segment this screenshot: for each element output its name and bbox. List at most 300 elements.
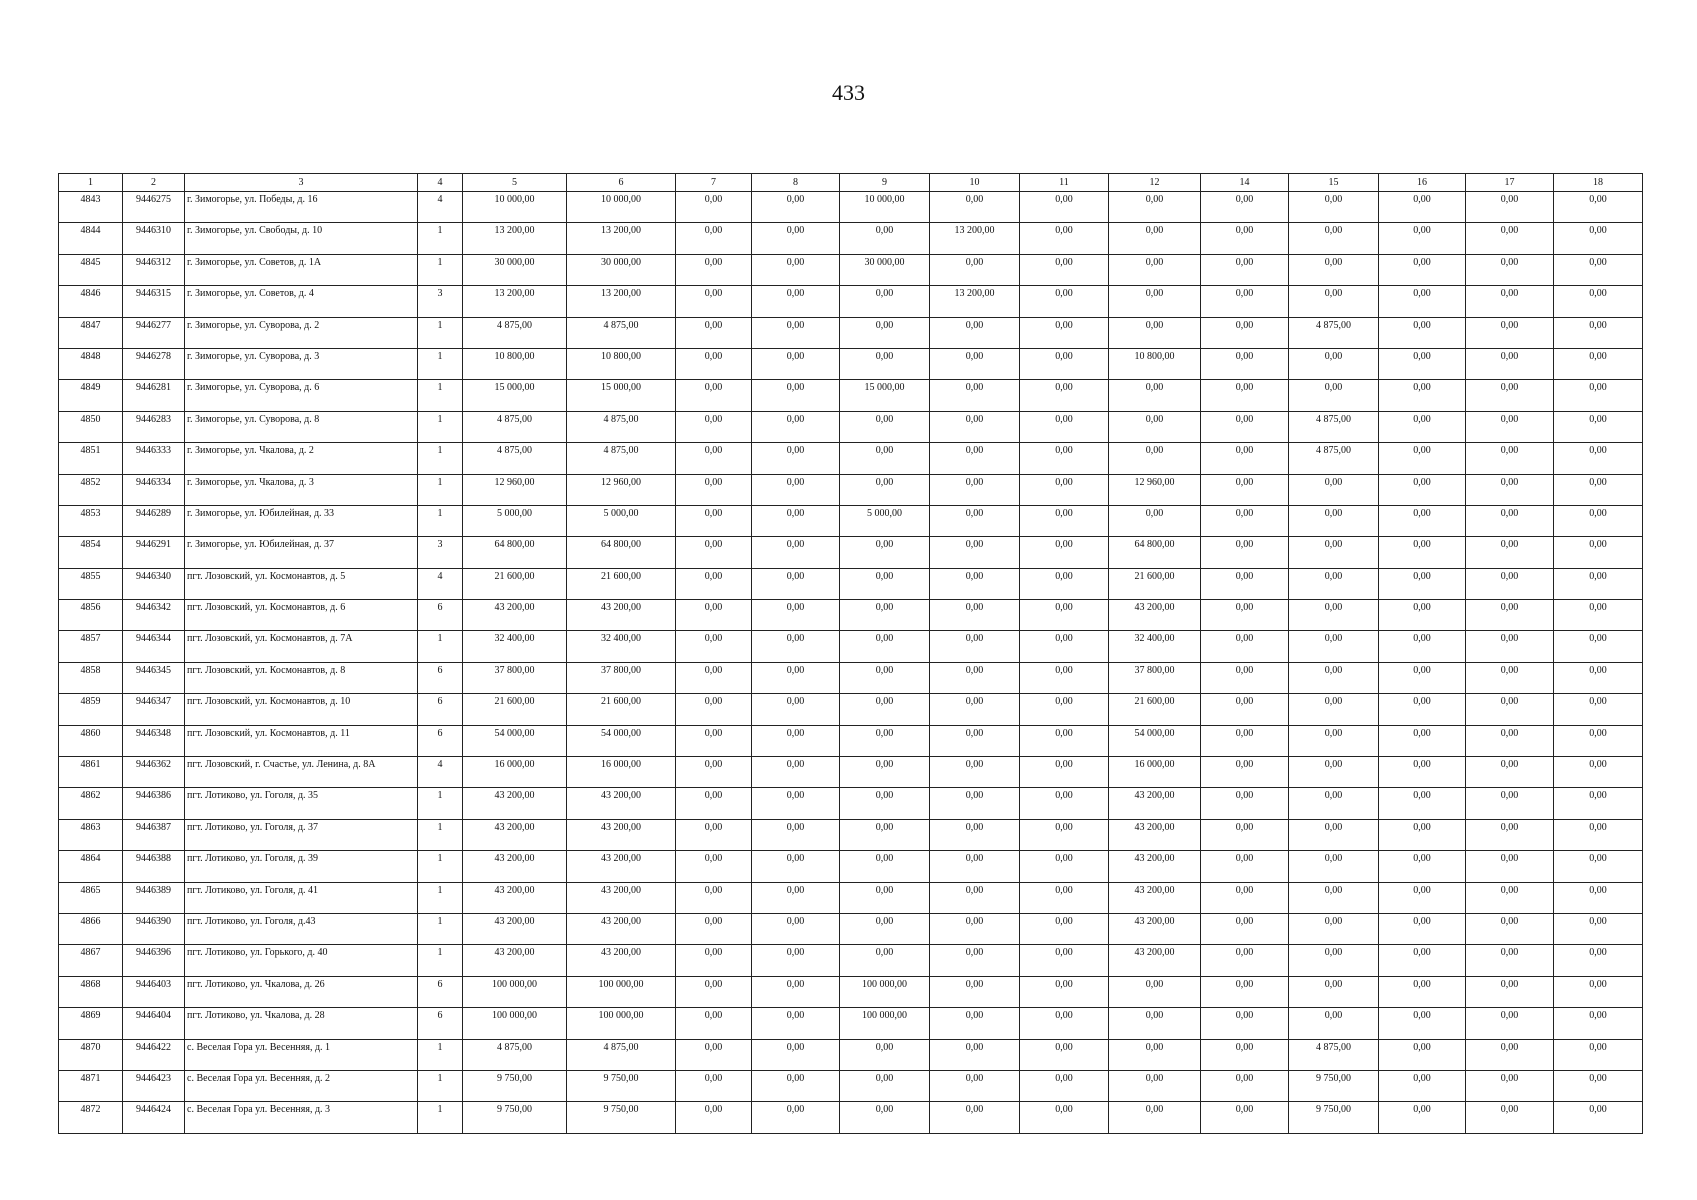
table-cell: 4844 xyxy=(59,223,123,254)
table-cell: 9446291 xyxy=(123,537,185,568)
table-cell: 0,00 xyxy=(840,317,930,348)
table-row xyxy=(59,694,1643,725)
table-cell: 0,00 xyxy=(676,286,752,317)
table-cell: 9446403 xyxy=(123,976,185,1007)
table-cell: 4 875,00 xyxy=(463,1039,567,1070)
address-cell: г. Зимогорье, ул. Суворова, д. 6 xyxy=(185,380,418,411)
table-cell: 0,00 xyxy=(676,631,752,662)
table-cell: 9 750,00 xyxy=(1289,1070,1379,1101)
table-cell: 4865 xyxy=(59,882,123,913)
table-cell: 0,00 xyxy=(1289,662,1379,693)
table-cell: 0,00 xyxy=(1379,1008,1466,1039)
table-cell: 0,00 xyxy=(1379,662,1466,693)
table-cell: 1 xyxy=(418,380,463,411)
table-cell: 0,00 xyxy=(1379,757,1466,788)
table-cell: 0,00 xyxy=(1466,1102,1554,1133)
table-row xyxy=(59,1070,1643,1101)
table-cell: 0,00 xyxy=(1379,694,1466,725)
table-cell: 0,00 xyxy=(1466,380,1554,411)
table-cell: 0,00 xyxy=(930,694,1020,725)
table-cell: 4 xyxy=(418,192,463,223)
table-cell: 0,00 xyxy=(840,411,930,442)
table-cell: 13 200,00 xyxy=(567,223,676,254)
table-cell: 0,00 xyxy=(752,286,840,317)
table-cell: 0,00 xyxy=(1466,474,1554,505)
table-cell: 9446386 xyxy=(123,788,185,819)
table-cell: 43 200,00 xyxy=(463,945,567,976)
table-cell: 0,00 xyxy=(1466,505,1554,536)
table-cell: 6 xyxy=(418,976,463,1007)
table-cell: 0,00 xyxy=(1109,223,1201,254)
table-cell: 12 960,00 xyxy=(463,474,567,505)
table-cell: 4867 xyxy=(59,945,123,976)
column-header: 17 xyxy=(1466,174,1554,192)
table-cell: 4 xyxy=(418,757,463,788)
table-cell: 9 750,00 xyxy=(463,1070,567,1101)
table-cell: 0,00 xyxy=(1379,1102,1466,1133)
table-cell: 4847 xyxy=(59,317,123,348)
table-cell: 9446422 xyxy=(123,1039,185,1070)
table-cell: 0,00 xyxy=(930,945,1020,976)
table-row xyxy=(59,976,1643,1007)
table-cell: 0,00 xyxy=(1466,1008,1554,1039)
table-cell: 0,00 xyxy=(1201,348,1289,379)
table-cell: 0,00 xyxy=(1020,662,1109,693)
table-cell: 0,00 xyxy=(1466,882,1554,913)
table-cell: 0,00 xyxy=(1020,348,1109,379)
table-cell: 0,00 xyxy=(1289,474,1379,505)
table-cell: 0,00 xyxy=(676,1102,752,1133)
table-cell: 1 xyxy=(418,223,463,254)
table-cell: 0,00 xyxy=(1201,254,1289,285)
table-cell: 0,00 xyxy=(1466,788,1554,819)
table-cell: 0,00 xyxy=(930,757,1020,788)
table-cell: 13 200,00 xyxy=(463,223,567,254)
table-row xyxy=(59,600,1643,631)
table-cell: 9446277 xyxy=(123,317,185,348)
table-cell: 0,00 xyxy=(930,1039,1020,1070)
table-cell: 1 xyxy=(418,945,463,976)
table-cell: 0,00 xyxy=(752,725,840,756)
table-cell: 0,00 xyxy=(840,788,930,819)
table-cell: 4 875,00 xyxy=(1289,411,1379,442)
table-cell: 0,00 xyxy=(930,788,1020,819)
table-cell: 0,00 xyxy=(1466,286,1554,317)
table-cell: 3 xyxy=(418,286,463,317)
table-cell: 0,00 xyxy=(840,1070,930,1101)
table-cell: 0,00 xyxy=(1201,600,1289,631)
table-cell: 54 000,00 xyxy=(567,725,676,756)
table-cell: 0,00 xyxy=(1201,662,1289,693)
table-header xyxy=(59,174,1643,192)
table-cell: 0,00 xyxy=(1554,1070,1643,1101)
table-cell: 43 200,00 xyxy=(567,882,676,913)
table-cell: 0,00 xyxy=(1289,819,1379,850)
address-cell: пгт. Лотиково, ул. Гоголя, д. 35 xyxy=(185,788,418,819)
table-cell: 0,00 xyxy=(1020,788,1109,819)
table-cell: 0,00 xyxy=(1466,662,1554,693)
column-header: 15 xyxy=(1289,174,1379,192)
table-cell: 0,00 xyxy=(840,631,930,662)
table-cell: 0,00 xyxy=(1020,694,1109,725)
table-cell: 0,00 xyxy=(840,474,930,505)
table-cell: 0,00 xyxy=(930,631,1020,662)
table-cell: 0,00 xyxy=(1201,757,1289,788)
table-cell: 0,00 xyxy=(840,1039,930,1070)
table-cell: 0,00 xyxy=(1554,192,1643,223)
table-cell: 43 200,00 xyxy=(463,788,567,819)
table-cell: 0,00 xyxy=(1554,1039,1643,1070)
table-cell: 0,00 xyxy=(1554,505,1643,536)
table-cell: 4852 xyxy=(59,474,123,505)
address-cell: г. Зимогорье, ул. Суворова, д. 8 xyxy=(185,411,418,442)
table-cell: 0,00 xyxy=(752,380,840,411)
table-cell: 0,00 xyxy=(1109,1008,1201,1039)
column-header: 6 xyxy=(567,174,676,192)
table-cell: 43 200,00 xyxy=(463,882,567,913)
table-cell: 21 600,00 xyxy=(567,694,676,725)
table-cell: 4843 xyxy=(59,192,123,223)
table-cell: 100 000,00 xyxy=(567,1008,676,1039)
table-cell: 100 000,00 xyxy=(567,976,676,1007)
table-cell: 0,00 xyxy=(930,192,1020,223)
table-cell: 0,00 xyxy=(1020,631,1109,662)
table-cell: 0,00 xyxy=(1289,286,1379,317)
table-cell: 0,00 xyxy=(676,474,752,505)
table-cell: 0,00 xyxy=(1289,945,1379,976)
table-cell: 9446333 xyxy=(123,443,185,474)
table-cell: 21 600,00 xyxy=(463,694,567,725)
table-cell: 4859 xyxy=(59,694,123,725)
table-cell: 9446275 xyxy=(123,192,185,223)
address-cell: пгт. Лозовский, ул. Космонавтов, д. 11 xyxy=(185,725,418,756)
table-cell: 0,00 xyxy=(752,505,840,536)
table-cell: 0,00 xyxy=(1020,1070,1109,1101)
table-cell: 0,00 xyxy=(752,223,840,254)
table-cell: 0,00 xyxy=(1466,913,1554,944)
table-cell: 0,00 xyxy=(930,976,1020,1007)
table-cell: 0,00 xyxy=(752,945,840,976)
table-cell: 0,00 xyxy=(676,411,752,442)
table-cell: 6 xyxy=(418,1008,463,1039)
table-cell: 0,00 xyxy=(930,1102,1020,1133)
table-cell: 30 000,00 xyxy=(567,254,676,285)
address-cell: пгт. Лотиково, ул. Гоголя, д. 39 xyxy=(185,851,418,882)
table-cell: 0,00 xyxy=(1201,819,1289,850)
table-cell: 0,00 xyxy=(1201,411,1289,442)
table-cell: 0,00 xyxy=(1020,411,1109,442)
table-cell: 32 400,00 xyxy=(567,631,676,662)
table-cell: 9446315 xyxy=(123,286,185,317)
table-cell: 0,00 xyxy=(1554,380,1643,411)
column-header: 3 xyxy=(185,174,418,192)
table-cell: 43 200,00 xyxy=(1109,851,1201,882)
table-cell: 4 875,00 xyxy=(567,411,676,442)
table-cell: 10 000,00 xyxy=(567,192,676,223)
table-cell: 9446312 xyxy=(123,254,185,285)
table-cell: 43 200,00 xyxy=(1109,819,1201,850)
table-cell: 1 xyxy=(418,1039,463,1070)
table-cell: 0,00 xyxy=(676,662,752,693)
table-cell: 30 000,00 xyxy=(840,254,930,285)
table-cell: 13 200,00 xyxy=(567,286,676,317)
table-row xyxy=(59,537,1643,568)
table-cell: 0,00 xyxy=(1379,568,1466,599)
table-cell: 0,00 xyxy=(752,474,840,505)
table-row xyxy=(59,443,1643,474)
table-cell: 0,00 xyxy=(1289,788,1379,819)
table-cell: 9 750,00 xyxy=(567,1070,676,1101)
table-row xyxy=(59,505,1643,536)
table-cell: 0,00 xyxy=(1289,505,1379,536)
column-header: 1 xyxy=(59,174,123,192)
table-cell: 43 200,00 xyxy=(567,600,676,631)
table-cell: 0,00 xyxy=(1109,317,1201,348)
table-cell: 4853 xyxy=(59,505,123,536)
table-cell: 0,00 xyxy=(1109,192,1201,223)
table-cell: 4864 xyxy=(59,851,123,882)
table-cell: 0,00 xyxy=(1379,192,1466,223)
table-cell: 0,00 xyxy=(676,380,752,411)
table-cell: 0,00 xyxy=(1554,757,1643,788)
address-cell: г. Зимогорье, ул. Советов, д. 4 xyxy=(185,286,418,317)
table-cell: 0,00 xyxy=(1201,474,1289,505)
table-cell: 4866 xyxy=(59,913,123,944)
table-cell: 4846 xyxy=(59,286,123,317)
table-cell: 4850 xyxy=(59,411,123,442)
table-cell: 0,00 xyxy=(1289,631,1379,662)
column-header: 16 xyxy=(1379,174,1466,192)
table-cell: 43 200,00 xyxy=(567,945,676,976)
table-cell: 0,00 xyxy=(1201,976,1289,1007)
table-cell: 0,00 xyxy=(1554,788,1643,819)
table-cell: 64 800,00 xyxy=(463,537,567,568)
table-cell: 54 000,00 xyxy=(463,725,567,756)
table-cell: 1 xyxy=(418,348,463,379)
table-cell: 0,00 xyxy=(1554,254,1643,285)
table-cell: 0,00 xyxy=(1379,1039,1466,1070)
table-cell: 0,00 xyxy=(1109,443,1201,474)
table-cell: 4869 xyxy=(59,1008,123,1039)
address-cell: пгт. Лотиково, ул. Чкалова, д. 28 xyxy=(185,1008,418,1039)
address-cell: г. Зимогорье, ул. Победы, д. 16 xyxy=(185,192,418,223)
table-cell: 0,00 xyxy=(840,1102,930,1133)
table-row xyxy=(59,913,1643,944)
table-cell: 9446362 xyxy=(123,757,185,788)
table-cell: 5 000,00 xyxy=(840,505,930,536)
table-cell: 0,00 xyxy=(676,1039,752,1070)
table-cell: 15 000,00 xyxy=(567,380,676,411)
table-cell: 0,00 xyxy=(1466,317,1554,348)
table-cell: 0,00 xyxy=(752,443,840,474)
table-cell: 1 xyxy=(418,851,463,882)
column-header: 7 xyxy=(676,174,752,192)
table-cell: 0,00 xyxy=(1201,725,1289,756)
table-cell: 0,00 xyxy=(752,411,840,442)
table-cell: 4 875,00 xyxy=(567,317,676,348)
table-cell: 0,00 xyxy=(840,913,930,944)
table-row xyxy=(59,380,1643,411)
table-cell: 0,00 xyxy=(1466,192,1554,223)
table-row xyxy=(59,348,1643,379)
table-row xyxy=(59,1008,1643,1039)
table-cell: 16 000,00 xyxy=(463,757,567,788)
table-cell: 0,00 xyxy=(1554,631,1643,662)
table-cell: 0,00 xyxy=(1201,568,1289,599)
column-header: 12 xyxy=(1109,174,1201,192)
address-cell: г. Зимогорье, ул. Свободы, д. 10 xyxy=(185,223,418,254)
table-cell: 0,00 xyxy=(1466,851,1554,882)
table-cell: 4862 xyxy=(59,788,123,819)
table-cell: 5 000,00 xyxy=(567,505,676,536)
table-cell: 0,00 xyxy=(752,317,840,348)
address-cell: пгт. Лотиково, ул. Гоголя, д. 37 xyxy=(185,819,418,850)
address-cell: с. Веселая Гора ул. Весенняя, д. 3 xyxy=(185,1102,418,1133)
table-cell: 0,00 xyxy=(840,851,930,882)
table-cell: 0,00 xyxy=(1020,1008,1109,1039)
table-cell: 0,00 xyxy=(752,662,840,693)
table-row xyxy=(59,192,1643,223)
table-cell: 4871 xyxy=(59,1070,123,1101)
table-cell: 0,00 xyxy=(752,1008,840,1039)
table-cell: 0,00 xyxy=(1379,348,1466,379)
table-cell: 0,00 xyxy=(676,505,752,536)
table-cell: 0,00 xyxy=(1020,1039,1109,1070)
table-cell: 0,00 xyxy=(676,757,752,788)
table-cell: 0,00 xyxy=(1289,348,1379,379)
table-cell: 1 xyxy=(418,1102,463,1133)
table-cell: 100 000,00 xyxy=(463,1008,567,1039)
table-cell: 3 xyxy=(418,537,463,568)
table-row xyxy=(59,317,1643,348)
table-cell: 0,00 xyxy=(840,757,930,788)
table-cell: 100 000,00 xyxy=(840,1008,930,1039)
table-cell: 9446345 xyxy=(123,662,185,693)
address-cell: пгт. Лотиково, ул. Чкалова, д. 26 xyxy=(185,976,418,1007)
table-cell: 0,00 xyxy=(1201,286,1289,317)
table-cell: 9446278 xyxy=(123,348,185,379)
table-cell: 0,00 xyxy=(1109,380,1201,411)
table-cell: 0,00 xyxy=(840,945,930,976)
table-row xyxy=(59,882,1643,913)
table-cell: 9 750,00 xyxy=(567,1102,676,1133)
table-cell: 0,00 xyxy=(1020,882,1109,913)
table-cell: 4858 xyxy=(59,662,123,693)
table-cell: 0,00 xyxy=(1109,505,1201,536)
table-cell: 0,00 xyxy=(1109,411,1201,442)
address-cell: пгт. Лотиково, ул. Горького, д. 40 xyxy=(185,945,418,976)
table-cell: 0,00 xyxy=(1466,1070,1554,1101)
table-cell: 0,00 xyxy=(752,976,840,1007)
table-cell: 0,00 xyxy=(1466,1039,1554,1070)
table-cell: 12 960,00 xyxy=(567,474,676,505)
table-cell: 0,00 xyxy=(752,694,840,725)
table-cell: 4872 xyxy=(59,1102,123,1133)
table-cell: 21 600,00 xyxy=(463,568,567,599)
table-cell: 100 000,00 xyxy=(463,976,567,1007)
column-header: 5 xyxy=(463,174,567,192)
table-cell: 0,00 xyxy=(1379,286,1466,317)
data-table xyxy=(58,173,1643,1134)
table-cell: 0,00 xyxy=(930,851,1020,882)
table-cell: 0,00 xyxy=(1201,505,1289,536)
table-cell: 0,00 xyxy=(1554,882,1643,913)
table-cell: 0,00 xyxy=(1201,1070,1289,1101)
table-cell: 4868 xyxy=(59,976,123,1007)
table-cell: 0,00 xyxy=(1466,537,1554,568)
table-cell: 0,00 xyxy=(1109,976,1201,1007)
address-cell: с. Веселая Гора ул. Весенняя, д. 1 xyxy=(185,1039,418,1070)
table-cell: 0,00 xyxy=(1201,380,1289,411)
table-row xyxy=(59,286,1643,317)
table-cell: 0,00 xyxy=(752,254,840,285)
table-cell: 0,00 xyxy=(1379,851,1466,882)
address-cell: с. Веселая Гора ул. Весенняя, д. 2 xyxy=(185,1070,418,1101)
table-cell: 0,00 xyxy=(1554,568,1643,599)
table-cell: 43 200,00 xyxy=(1109,913,1201,944)
table-cell: 0,00 xyxy=(930,1008,1020,1039)
table-cell: 6 xyxy=(418,600,463,631)
table-row xyxy=(59,725,1643,756)
table-cell: 0,00 xyxy=(1020,945,1109,976)
table-cell: 4849 xyxy=(59,380,123,411)
table-cell: 4 875,00 xyxy=(463,443,567,474)
table-cell: 0,00 xyxy=(752,913,840,944)
table-cell: 9 750,00 xyxy=(1289,1102,1379,1133)
table-cell: 0,00 xyxy=(1554,411,1643,442)
table-cell: 4 875,00 xyxy=(567,1039,676,1070)
table-row xyxy=(59,223,1643,254)
table-cell: 5 000,00 xyxy=(463,505,567,536)
table-cell: 0,00 xyxy=(840,725,930,756)
table-cell: 0,00 xyxy=(1020,443,1109,474)
table-cell: 9446289 xyxy=(123,505,185,536)
table-cell: 0,00 xyxy=(1289,380,1379,411)
table-cell: 9446396 xyxy=(123,945,185,976)
table-cell: 4860 xyxy=(59,725,123,756)
table-cell: 0,00 xyxy=(930,537,1020,568)
table-cell: 0,00 xyxy=(1201,223,1289,254)
column-header: 18 xyxy=(1554,174,1643,192)
table-cell: 0,00 xyxy=(676,913,752,944)
table-cell: 0,00 xyxy=(1289,913,1379,944)
table-cell: 43 200,00 xyxy=(567,819,676,850)
table-cell: 0,00 xyxy=(1020,380,1109,411)
table-cell: 1 xyxy=(418,913,463,944)
table-cell: 0,00 xyxy=(676,568,752,599)
address-cell: г. Зимогорье, ул. Суворова, д. 2 xyxy=(185,317,418,348)
table-cell: 0,00 xyxy=(930,254,1020,285)
table-cell: 0,00 xyxy=(1201,694,1289,725)
table-cell: 9446340 xyxy=(123,568,185,599)
table-cell: 0,00 xyxy=(1466,631,1554,662)
table-cell: 0,00 xyxy=(752,1070,840,1101)
column-header: 11 xyxy=(1020,174,1109,192)
table-cell: 0,00 xyxy=(840,443,930,474)
table-body xyxy=(59,192,1643,1134)
table-cell: 0,00 xyxy=(1466,976,1554,1007)
table-cell: 9446388 xyxy=(123,851,185,882)
table-cell: 0,00 xyxy=(1379,600,1466,631)
table-row xyxy=(59,788,1643,819)
table-cell: 4 875,00 xyxy=(1289,317,1379,348)
table-cell: 0,00 xyxy=(1379,819,1466,850)
table-cell: 0,00 xyxy=(676,348,752,379)
table-cell: 0,00 xyxy=(676,788,752,819)
table-cell: 0,00 xyxy=(1289,600,1379,631)
table-cell: 9446423 xyxy=(123,1070,185,1101)
table-row xyxy=(59,411,1643,442)
